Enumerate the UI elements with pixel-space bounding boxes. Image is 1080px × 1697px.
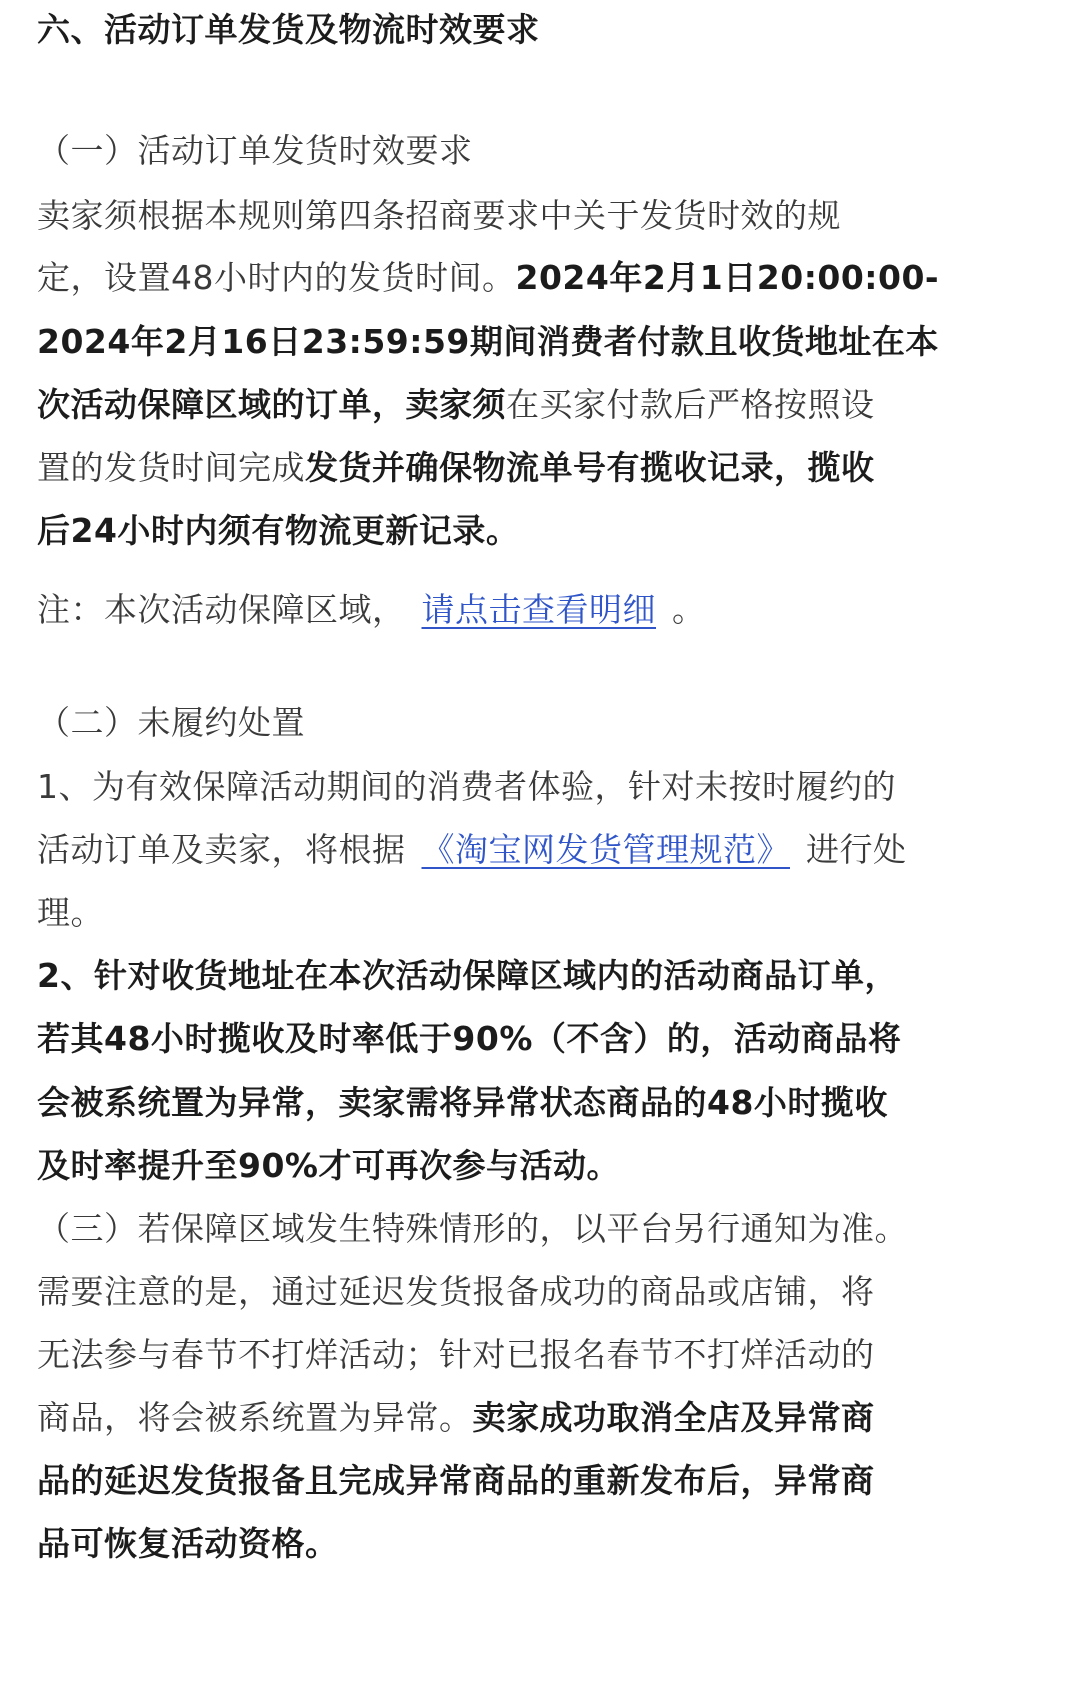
paragraph-line: 次活动保障区域的订单，卖家须在买家付款后严格按照设	[37, 385, 875, 424]
paragraph-line: 置的发货时间完成发货并确保物流单号有揽收记录，揽收	[37, 448, 875, 487]
paragraph-line: 2024年2月16日23:59:59期间消费者付款且收货地址在本	[37, 322, 939, 361]
section-title: 六、活动订单发货及物流时效要求	[37, 10, 540, 49]
paragraph-line: 2、针对收货地址在本次活动保障区域内的活动商品订单，	[37, 956, 898, 995]
paragraph-line: 后24小时内须有物流更新记录。	[37, 511, 520, 550]
paragraph-line: 商品，将会被系统置为异常。卖家成功取消全店及异常商	[37, 1398, 875, 1437]
paragraph-line: 若其48小时揽收及时率低于90%（不含）的，活动商品将	[37, 1019, 902, 1058]
paragraph-line: 会被系统置为异常，卖家需将异常状态商品的48小时揽收	[37, 1083, 888, 1122]
paragraph-line: 及时率提升至90%才可再次参与活动。	[37, 1146, 620, 1185]
paragraph-line: 定，设置48小时内的发货时间。2024年2月1日20:00:00-	[37, 258, 940, 297]
paragraph-line: 理。	[37, 893, 104, 932]
shipping-rules-link[interactable]: 《淘宝网发货管理规范》	[421, 830, 790, 869]
region-detail-link[interactable]: 请点击查看明细	[421, 590, 656, 629]
paragraph-line: 卖家须根据本规则第四条招商要求中关于发货时效的规	[37, 196, 841, 235]
paragraph-line: 需要注意的是，通过延迟发货报备成功的商品或店铺，将	[37, 1272, 875, 1311]
paragraph-line: 活动订单及卖家，将根据 《淘宝网发货管理规范》 进行处	[37, 830, 907, 869]
note-line: 注：本次活动保障区域， 请点击查看明细 。	[37, 590, 706, 629]
paragraph-line: 品可恢复活动资格。	[37, 1524, 339, 1563]
subsection-heading-3: （三）若保障区域发生特殊情形的，以平台另行通知为准。	[37, 1209, 908, 1248]
paragraph-line: 品的延迟发货报备且完成异常商品的重新发布后，异常商	[37, 1461, 875, 1500]
subsection-heading-1: （一）活动订单发货时效要求	[37, 131, 473, 170]
paragraph-line: 无法参与春节不打烊活动；针对已报名春节不打烊活动的	[37, 1335, 875, 1374]
paragraph-line: 1、为有效保障活动期间的消费者体验，针对未按时履约的	[37, 767, 896, 806]
subsection-heading-2: （二）未履约处置	[37, 703, 305, 742]
